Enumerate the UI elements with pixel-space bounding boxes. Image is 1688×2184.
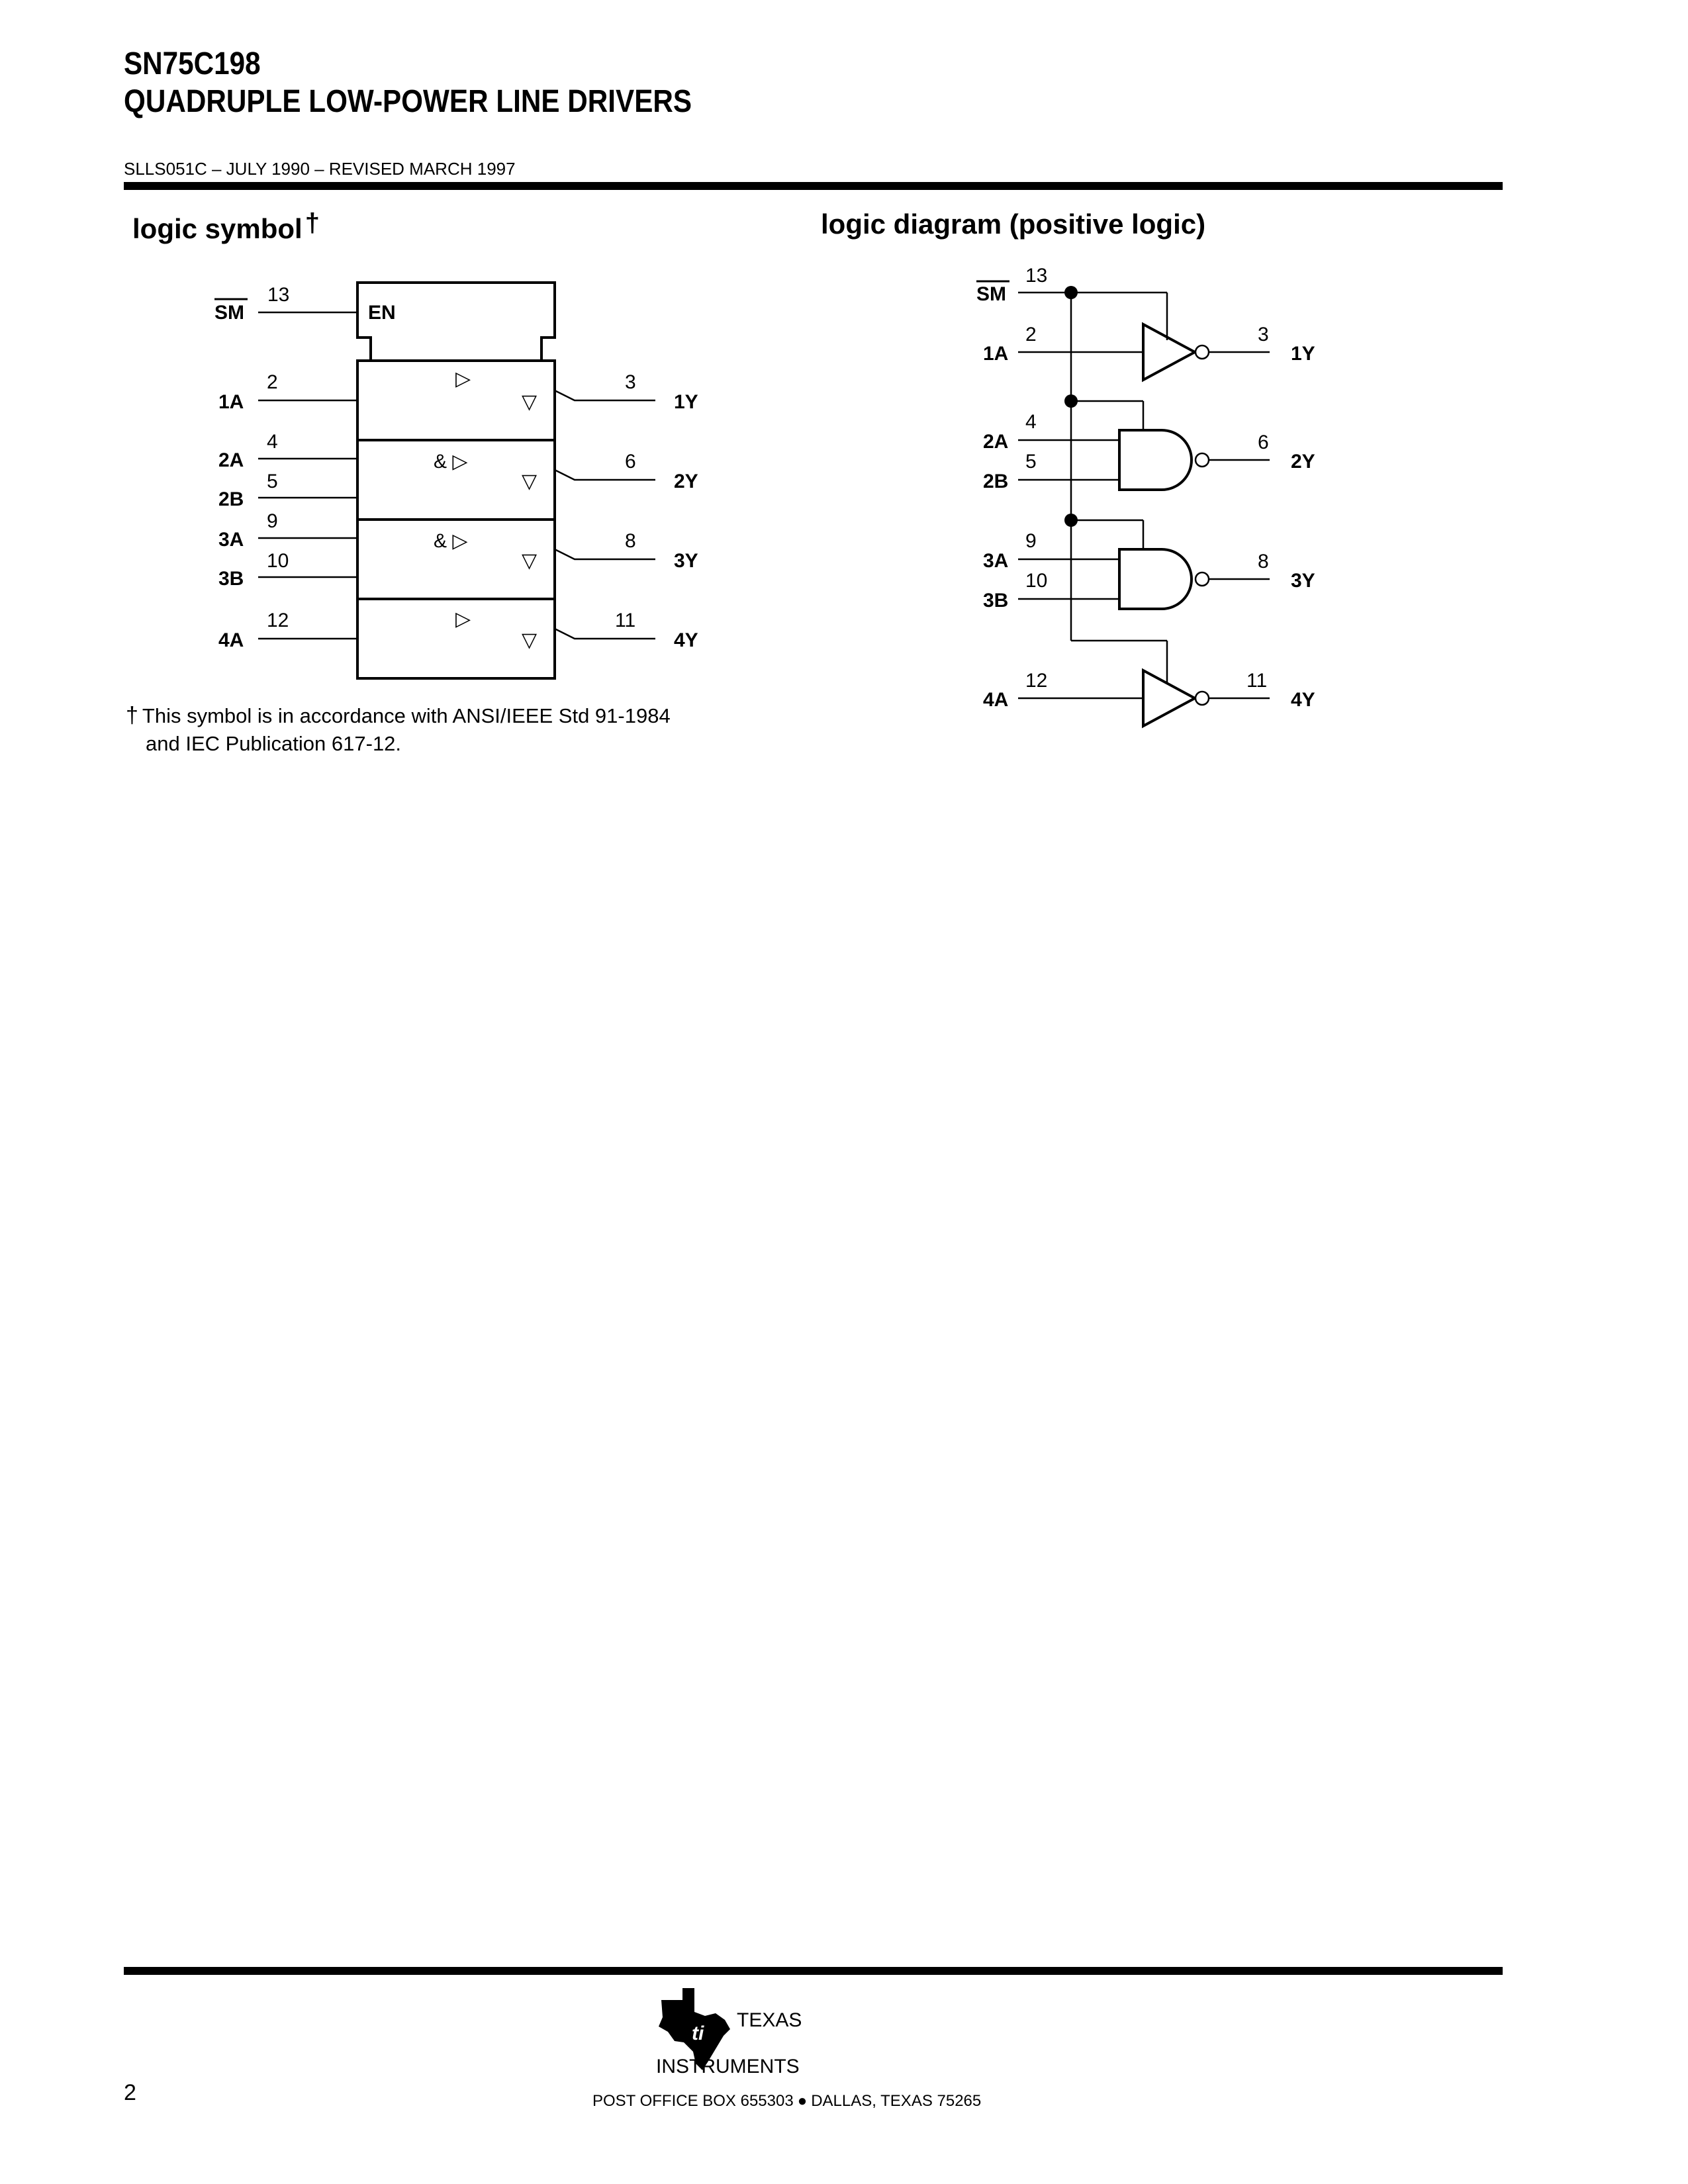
input-pin-3b: 10 (1025, 570, 1048, 592)
dagger-mark: † (305, 208, 320, 238)
output-label-2y: 2Y (1291, 451, 1315, 473)
texas-instruments-logo (652, 1985, 957, 2078)
address-separator: ● (797, 2092, 808, 2110)
output-pin-2y: 6 (1258, 432, 1269, 453)
output-symbol-1: ▽ (522, 391, 538, 413)
output-label-2y: 2Y (674, 471, 698, 492)
inversion-bubble-1 (1196, 345, 1209, 359)
input-pin-2a: 4 (1025, 411, 1037, 433)
footer-rule (124, 1967, 1503, 1975)
inversion-bubble-3 (1196, 572, 1209, 586)
footnote-mark: † (126, 703, 138, 728)
sm-pin: 13 (1025, 265, 1048, 287)
output-pin-3y: 8 (1258, 551, 1269, 572)
input-label-2b: 2B (983, 471, 1009, 492)
output-symbol-2: ▽ (522, 471, 538, 492)
output-line-4y (555, 629, 655, 639)
buffer-gate-4 (1143, 670, 1195, 726)
input-label-1a: 1A (218, 391, 244, 413)
function-symbol-1: ▷ (455, 368, 471, 390)
footnote (126, 702, 671, 758)
junction-dot-3 (1064, 514, 1078, 527)
nand-gate-2 (1119, 430, 1192, 490)
nand-gate-3 (1119, 549, 1192, 609)
input-label-3b: 3B (983, 590, 1009, 612)
output-label-3y: 3Y (674, 550, 698, 572)
input-label-1a: 1A (983, 343, 1009, 365)
input-pin-1a: 2 (267, 371, 278, 393)
part-number: SN75C198 (124, 46, 261, 81)
input-label-3b: 3B (218, 568, 244, 590)
function-symbol-3: & ▷ (434, 530, 468, 552)
output-line-2y (555, 470, 655, 480)
input-pin-4a: 12 (1025, 670, 1048, 692)
address-city: DALLAS, TEXAS 75265 (811, 2092, 982, 2110)
input-label-2a: 2A (218, 449, 244, 471)
en-label: EN (368, 302, 396, 324)
inversion-bubble-4 (1196, 692, 1209, 705)
output-label-1y: 1Y (1291, 343, 1315, 365)
input-pin-2b: 5 (267, 471, 278, 492)
output-pin-3y: 8 (625, 530, 636, 552)
input-label-3a: 3A (218, 529, 244, 551)
output-pin-2y: 6 (625, 451, 636, 473)
input-label-3a: 3A (983, 550, 1009, 572)
sm-label: SM (214, 302, 244, 324)
output-label-4y: 4Y (674, 629, 698, 651)
input-label-2b: 2B (218, 488, 244, 510)
input-pin-4a: 12 (267, 610, 289, 631)
logo-texas-text: TEXAS (737, 2009, 802, 2031)
logic-diagram-heading: logic diagram (positive logic) (821, 208, 1206, 240)
ti-monogram: ti (692, 2023, 704, 2044)
input-label-4a: 4A (983, 689, 1009, 711)
output-pin-4y: 11 (1246, 670, 1268, 692)
output-line-3y (555, 549, 655, 559)
footer-address (592, 2092, 981, 2111)
logic-diagram-figure (927, 251, 1390, 754)
input-pin-3b: 10 (267, 550, 289, 572)
junction-dot-1 (1064, 286, 1078, 299)
output-symbol-4: ▽ (522, 629, 538, 651)
buffer-gate-1 (1143, 324, 1195, 380)
function-symbol-4: ▷ (455, 608, 471, 630)
output-label-4y: 4Y (1291, 689, 1315, 711)
output-pin-1y: 3 (1258, 324, 1269, 345)
inversion-bubble-2 (1196, 453, 1209, 467)
output-line-1y (555, 390, 655, 400)
footnote-line-1: This symbol is in accordance with ANSI/IEEE Std 91-1984 (142, 704, 671, 727)
address-po-box: POST OFFICE BOX 655303 (592, 2092, 794, 2110)
input-label-4a: 4A (218, 629, 244, 651)
input-pin-3a: 9 (267, 510, 278, 532)
logic-symbol-heading-text: logic symbol (132, 213, 303, 244)
page-number: 2 (124, 2080, 136, 2105)
input-pin-1a: 2 (1025, 324, 1037, 345)
junction-dot-2 (1064, 394, 1078, 408)
input-pin-3a: 9 (1025, 530, 1037, 552)
sm-pin: 13 (267, 284, 290, 306)
document-id: SLLS051C – JULY 1990 – REVISED MARCH 1997 (124, 159, 516, 179)
logic-symbol-figure (0, 0, 794, 695)
input-label-2a: 2A (983, 431, 1009, 453)
output-label-3y: 3Y (1291, 570, 1315, 592)
output-pin-1y: 3 (625, 371, 636, 393)
footnote-line-2: and IEC Publication 617-12. (146, 732, 402, 755)
logo-instruments-text: INSTRUMENTS (656, 2056, 800, 2077)
output-symbol-3: ▽ (522, 550, 538, 572)
input-pin-2a: 4 (267, 431, 278, 453)
function-symbol-2: & ▷ (434, 451, 468, 473)
document-title-text: QUADRUPLE LOW-POWER LINE DRIVERS (124, 84, 692, 119)
input-pin-2b: 5 (1025, 451, 1037, 473)
sm-label: SM (976, 283, 1006, 305)
output-pin-4y: 11 (615, 610, 636, 631)
output-label-1y: 1Y (674, 391, 698, 413)
